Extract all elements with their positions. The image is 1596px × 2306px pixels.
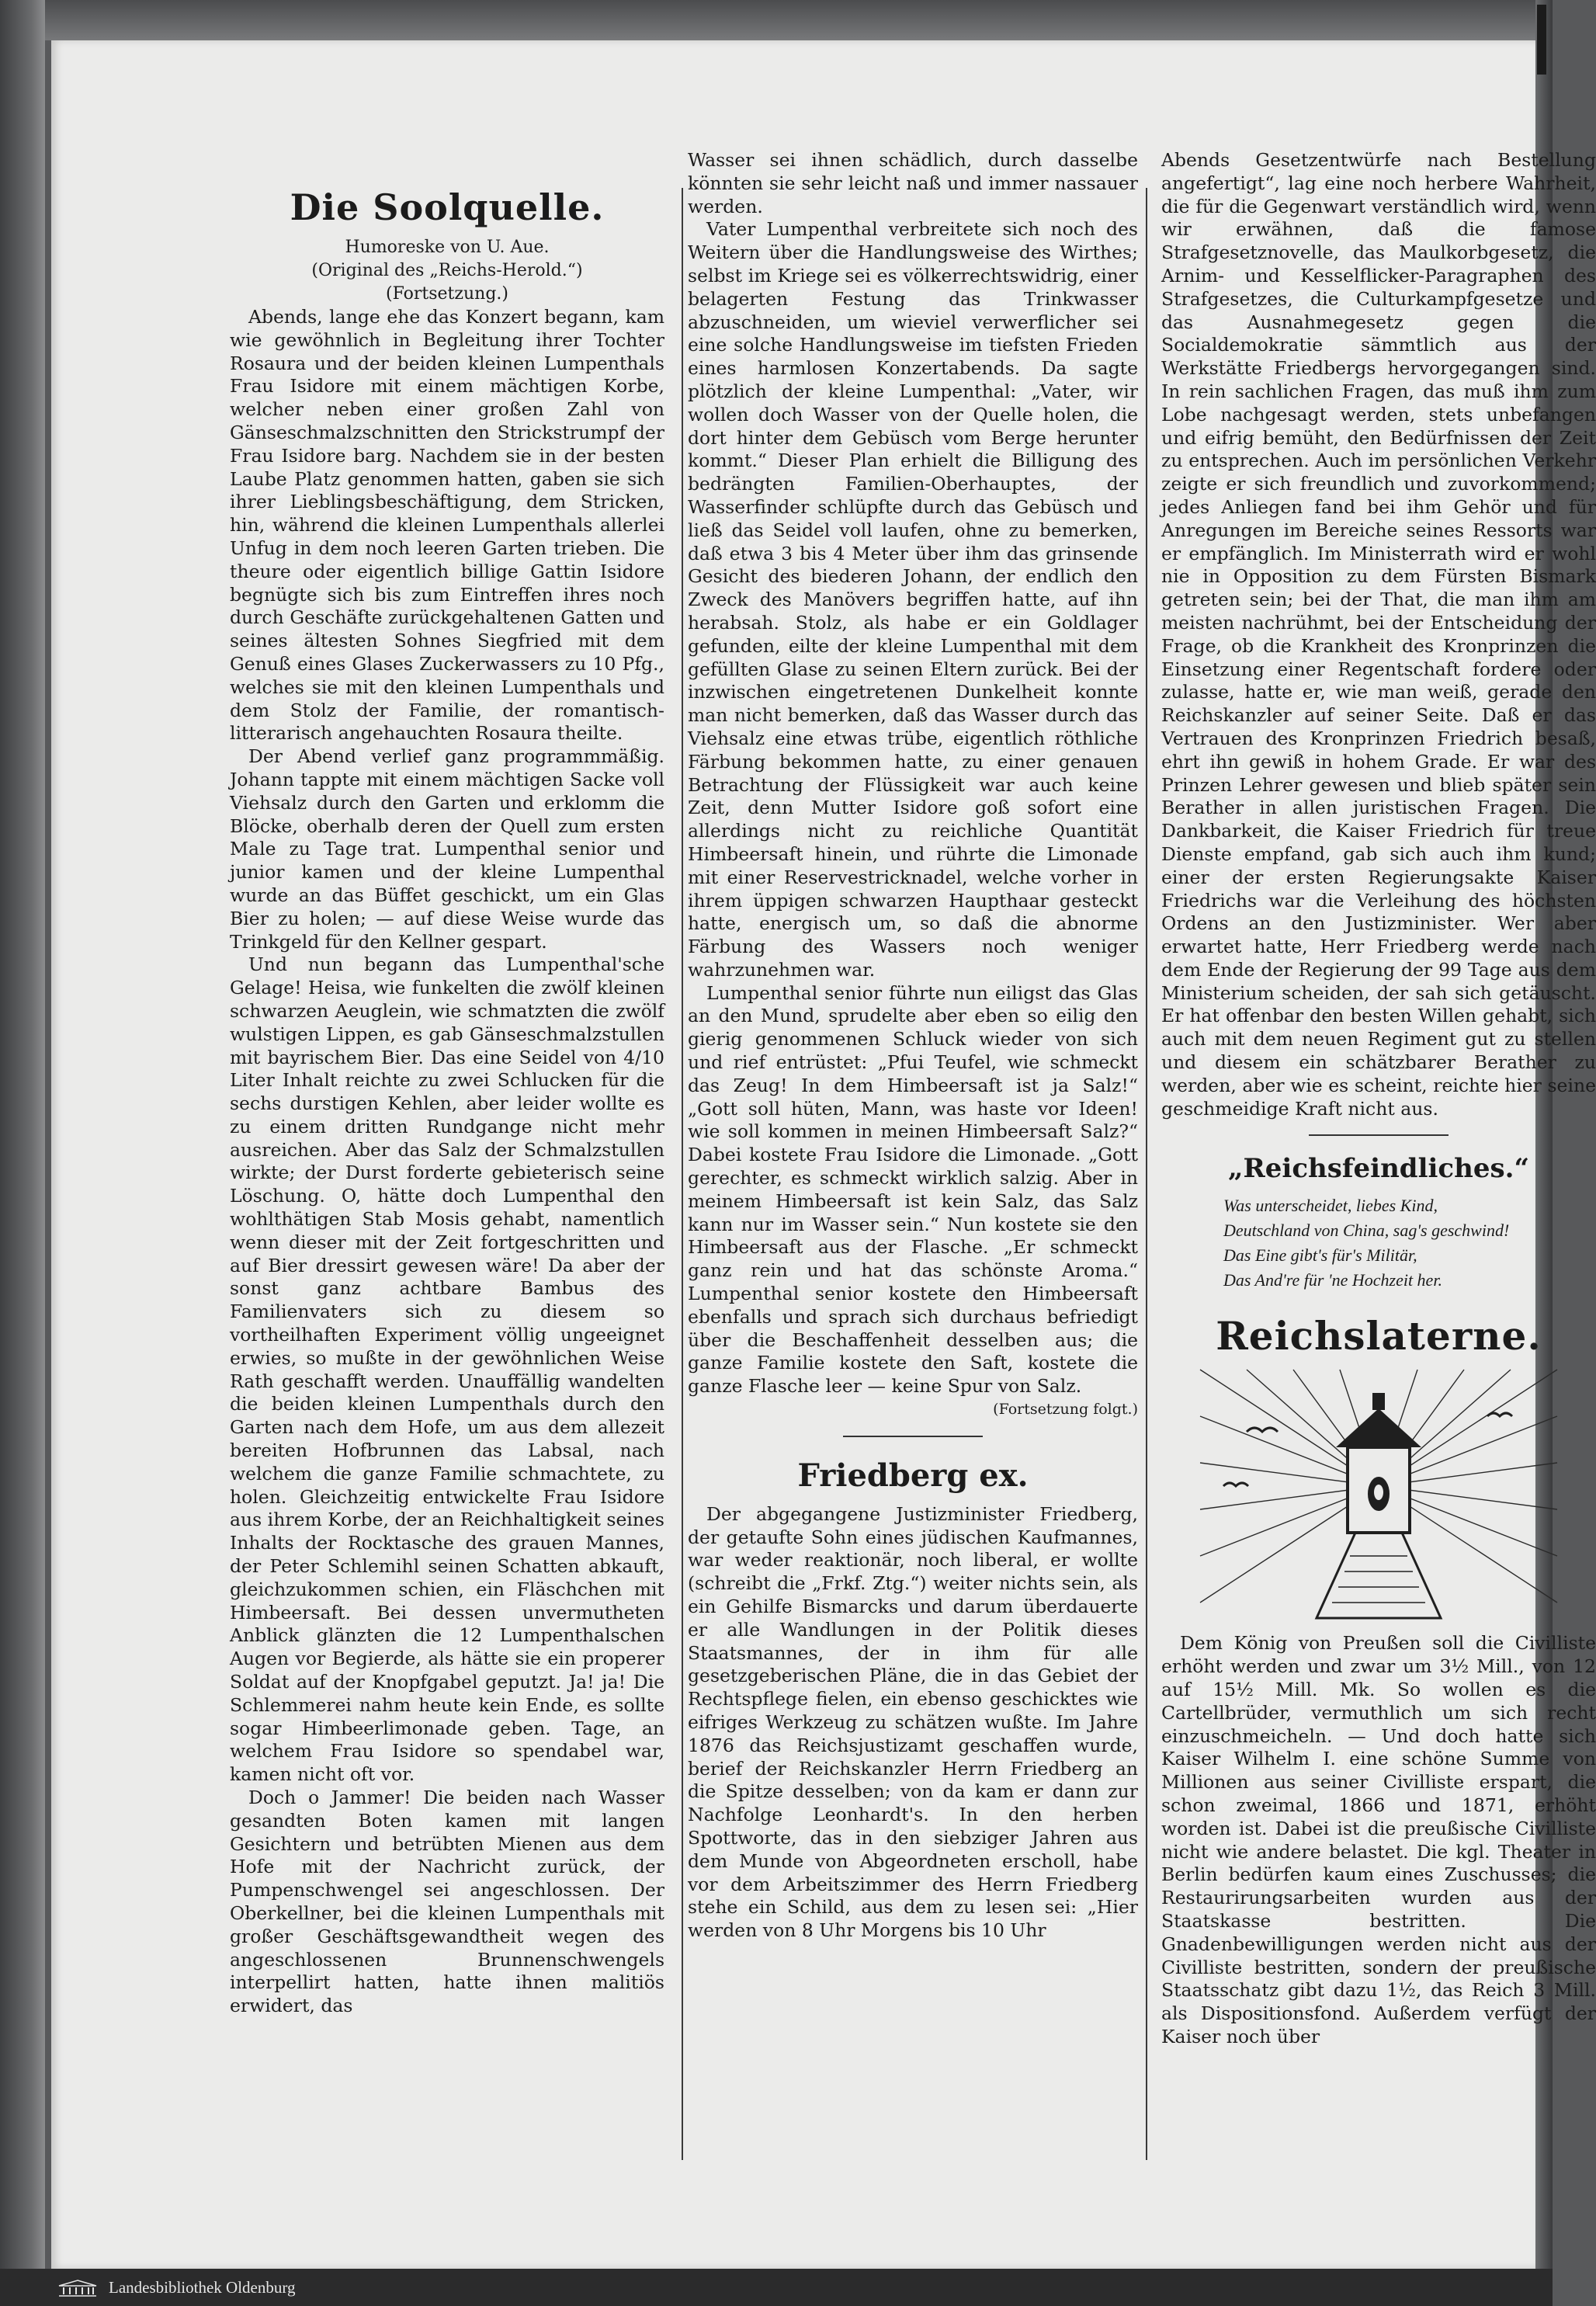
scan-border-top	[45, 0, 1553, 40]
paragraph: Der Abend verlief ganz programmmäßig. Johann tappte mit einem mächtigen Sacke voll Viehsalz durch den Garten und erklomm die Blöcke, oberhalb deren der Quell zum ersten Male zu Tage trat. Lumpenthal senior und junior kamen und der kleine Lumpenthal wurde an das Büffet geschickt, um ein Glas Bier zu holen; — auf diese Weise wurde das Trinkgeld für den Kellner gespart.	[230, 745, 664, 953]
poem-line: Das And're für 'ne Hochzeit her.	[1223, 1270, 1442, 1290]
library-building-icon	[57, 2280, 98, 2297]
column-rule-1	[682, 188, 683, 2160]
article-subtitle: Humoreske von U. Aue.	[345, 238, 550, 257]
paragraph: Doch o Jammer! Die beiden nach Wasser gesandten Boten kamen mit langen Gesichtern und betrübten Mienen aus dem Hofe mit der Nachricht zurück, der Pumpenschwengel sei angeschlossen. Der Oberkellner, bei die kleinen Lumpenthals mit großer Geschäftsgewandtheit wegen des angeschlossenen Brunnenschwengels interpellirt hatten, hatte ihnen malitiös erwidert, das	[230, 1787, 664, 2017]
continuation-note: (Fortsetzung folgt.)	[993, 1401, 1138, 1419]
paragraph: Und nun begann das Lumpenthal'sche Gelage! Heisa, wie funkelten die zwölf kleinen schwarzen Aeuglein, wie schmatzten die zwölf wulstigen Lippen, es gab Gänseschmalzstullen mit bayrischem Bier. Das eine Seidel von 4/10 Liter Inhalt reichte zu zwei Schlucken für die sechs durstigen Kehlen, aber leider wollte es zu einem dritten Rundgange nicht mehr ausreichen. Aber das Salz der Schmalzstullen wirkte; der Durst forderte gebieterisch seine Löschung. O, hätte doch Lumpenthal den wohlthätigen Stab Mosis gehabt, namentlich wenn dieser mit der Zeit fortgeschritten und auf Bier dressirt gewesen wäre! Da aber der sonst ganz achtbare Bambus des Familienvaters sich zu diesem so vortheilhaften Experiment völlig ungeeignet erwies, so mußte in der gewöhnlichen Weise Rath geschafft werden. Unauffällig wandelten die beiden kleinen Lumpenthals durch den Garten nach dem Hofe, um aus dem allezeit bereiten Hofbrunnen das Labsal, nach welchem die ganze Familie schmachtete, zu holen. Gleichzeitig entwickelte Frau Isidore aus ihrem Korbe, der an Reichhaltigkeit seines Inhalts der Rocktasche des grauen Mannes, der Peter Schlemihl seinen Schatten abkauft, gleichzukommen schien, ein Fläschchen mit Himbeersaft. Bei dessen unvermutheten Anblick glänzten die 12 Lumpenthalschen Augen vor Begierde, als hätte sie ein properer Soldat auf der Knopfgabel geputzt. Ja! ja! Die Schlemmerei nahm heute kein Ende, es sollte sogar Himbeerlimonade geben. Tage, an welchem Frau Isidore so spendabel war, kamen nicht oft vor.	[230, 953, 664, 1786]
paragraph: Lumpenthal senior führte nun eiligst das Glas an den Mund, sprudelte aber eben so eilig den gierig genommenen Schluck wieder von sich und rief entrüstet: „Pfui Teufel, wie schmeckt das Zeug! In dem Himbeersaft ist ja Salz!“ „Gott soll hüten, Mann, was haste vor Ideen! wie soll kommen in meinen Himbeersaft Salz?“ Dabei kostete Frau Isidore die Limonade. „Gott gerechter, es schmeckt wirklich salzig. Aber in meinem Himbeersaft ist kein Salz, das Salz kann nur im Wasser sein.“ Nun kostete sie den Himbeersaft aus der Flasche. „Er schmeckt ganz rein und hat das schönste Aroma.“ Lumpenthal senior kostete den Himbeersaft ebenfalls und sprach sich durchaus befriedigt über die Beschaffenheit desselben aus; die ganze Familie kostete den Saft, kostete die ganze Flasche leer — keine Spur von Salz.	[688, 981, 1138, 1398]
poem-line: Was unterscheidet, liebes Kind,	[1223, 1196, 1438, 1216]
newspaper-page	[51, 40, 1596, 2269]
column-3	[1161, 149, 1596, 2049]
library-name: Landesbibliothek Oldenburg	[109, 2278, 296, 2297]
paragraph: Abends, lange ehe das Konzert begann, kam wie gewöhnlich in Begleitung ihrer Tochter Rosaura und der beiden kleinen Lumpenthals Frau Isidore mit einem mächtigen Korbe, welcher neben einer großen Zahl von Gänseschmalzschnitten den Strickstrumpf der Frau Isidore barg. Nachdem sie in der besten Laube Platz genommen hatten, gaben sie sich ihrer Lieblingsbeschäftigung, dem Stricken, hin, während die kleinen Lumpenthals allerlei Unfug in dem noch leeren Garten trieben. Die theure oder eigentlich billige Gattin Isidore begnügte sich bis zum Eintreffen ihres noch durch Geschäfte zurückgehaltenen Gatten und seines ältesten Sohnes Siegfried mit dem Genuß eines Glases Zuckerwassers zu 10 Pfg., welches sie mit den kleinen Lumpenthals und dem Stolz der Familie, der romantisch-litterarisch angehauchten Rosaura theilte.	[230, 306, 664, 745]
column-2	[688, 149, 1138, 1943]
paragraph: Der abgegangene Justizminister Friedberg, der getaufte Sohn eines jüdischen Kaufmannes, war weder reaktionär, noch liberal, er wollte (schreibt die „Frkf. Ztg.“) weiter nichts sein, als ein Gehilfe Bismarcks und darum überdauerte er alle Wandlungen in der Politik dieses Staatsmannes, der in ihm für alle gesetzgeberischen Pläne, die in das Gebiet der Rechtspflege fielen, ein ebenso geschicktes wie eifriges Werkzeug zu schätzen wußte. Im Jahre 1876 das Reichsjustizamt geschaffen wurde, berief der Reichskanzler Herrn Friedberg an die Spitze desselben; von da kam er dann zur Nachfolge Leonhardt's. In den herben Spottworte, das in den siebziger Jahren aus dem Munde von Abgeordneten erscholl, habe vor dem Arbeitszimmer des Herrn Friedberg stehe ein Schild, aus dem zu lesen sei: „Hier werden von 8 Uhr Morgens bis 10 Uhr	[688, 1502, 1138, 1942]
poem-line: Das Eine gibt's für's Militär,	[1223, 1245, 1417, 1266]
paragraph: Vater Lumpenthal verbreitete sich noch des Weitern über die Handlungsweise des Wirthes; selbst im Kriege sei es völkerrechtswidrig, einer belagerten Festung das Trinkwasser abzuschneiden, um wieviel verwerflicher sei eine solche Handlungsweise im tiefsten Frieden eines harmlosen Konzertabends. Da sagte plötzlich der kleine Lumpenthal: „Vater, wir wollen doch Wasser von der Quelle holen, die dort hinter dem Gebüsch vom Berge herunter kommt.“ Dieser Plan erhielt die Billigung des bedrängten Familien-Oberhauptes, der Wasserfinder schlüpfte durch das Gebüsch und ließ das Seidel voll laufen, ohne zu bemerken, daß etwa 3 bis 4 Meter über ihm das grinsende Gesicht des biederen Johann, der endlich den Zweck des Manövers begriffen hatte, auf ihn herabsah. Stolz, als habe er ein Goldlager gefunden, eilte der kleine Lumpenthal mit dem gefüllten Glase zu seinen Eltern zurück. Bei der inzwischen eingetretenen Dunkelheit konnte man nicht bemerken, daß das Wasser durch das Viehsalz eine etwas trübe, eigentlich röthliche Färbung bekommen hatte, zu einer genauen Betrachtung der Flüssigkeit war auch keine Zeit, denn Mutter Isidore goß sofort eine allerdings nicht zu reichliche Quantität Himbeersaft hinein, und rührte die Limonade mit einer Reservestricknadel, welche vorher in ihrem üppigen schwarzen Haupthaar gesteckt hatte, energisch um, so daß die abnorme Färbung des Wassers noch weniger wahrzunehmen war.	[688, 218, 1138, 981]
article-source: (Original des „Reichs-Herold.“)	[311, 261, 583, 280]
paragraph: Wasser sei ihnen schädlich, durch dasselbe könnten sie sehr leicht naß und immer nassauer werden.	[688, 149, 1138, 217]
poem-title: „Reichsfeindliches.“	[1227, 1153, 1529, 1185]
article-continuation: (Fortsetzung.)	[386, 284, 508, 304]
column-rule-2	[1146, 188, 1147, 2160]
separator	[1309, 1134, 1449, 1136]
separator	[843, 1436, 983, 1437]
article-title-friedberg: Friedberg ex.	[797, 1457, 1029, 1494]
column-1	[230, 141, 664, 2018]
footer-bar	[0, 2269, 1553, 2306]
scan-border-left	[0, 0, 45, 2306]
paragraph: Dem König von Preußen soll die Civilliste erhöht werden und zwar um 3½ Mill., von 12 auf 15½ Mill. Mk. So wollen es die Cartellbrüder, vermuthlich um sich recht einzuschmeicheln. — Und doch hatte sich Kaiser Wilhelm I. eine schöne Summe von Millionen aus seiner Civilliste erspart, die schon zweimal, 1866 und 1871, erhöht worden ist. Dabei ist die preußische Civilliste nicht wie andere belastet. Die kgl. Theater in Berlin bedürfen kaum eines Zuschusses; die Restaurirungsarbeiten wurden aus der Staatskasse bestritten. Die Gnadenbewilligungen werden nicht aus der Civilliste bestritten, sondern der preußische Staatsschatz gibt dazu 1½, das Reich 3 Mill. als Dispositionsfond. Außerdem verfügt der Kaiser noch über	[1161, 1632, 1596, 2048]
corner-mark	[1537, 5, 1546, 75]
poem-line: Deutschland von China, sag's geschwind!	[1223, 1221, 1510, 1241]
article-title-soolquelle: Die Soolquelle.	[290, 186, 605, 228]
lantern-illustration	[1200, 1370, 1557, 1618]
paragraph: Abends Gesetzentwürfe nach Bestellung angefertigt“, lag eine noch herbere Wahrheit, die für die Gegenwart verständlich wird, wenn wir erwähnen, daß die famose Strafgesetznovelle, das Maulkorbgesetz, die Arnim- und Kesselflicker-Paragraphen des Strafgesetzes, die Culturkampfgesetze und das Ausnahmegesetz gegen die Socialdemokratie sämmtlich aus der Werkstätte Friedbergs hervorgegangen sind. In rein sachlichen Fragen, das muß ihm zum Lobe nachgesagt werden, stets unbefangen und eifrig bemüht, den Bedürfnissen der Zeit zu entsprechen. Auch im persönlichen Verkehr zeigte er sich freundlich und zuvorkommend; jedes Anliegen fand bei ihm Gehör und für Anregungen im Bereiche seines Ressorts war er empfänglich. Im Ministerrath wird er wohl nie in Opposition zu dem Fürsten Bismark getreten sein; bei der That, die man ihm am meisten nachrühmt, bei der Entscheidung der Frage, ob die Krankheit des Kronprinzen die Einsetzung einer Regentschaft fordere oder zulasse, hatte er, wie man weiß, gerade den Reichskanzler auf seiner Seite. Daß er das Vertrauen des Kronprinzen Friedrich besaß, ehrt ihn gewiß in hohem Grade. Er war des Prinzen Lehrer gewesen und blieb später sein Berather in allen juristischen Fragen. Die Dankbarkeit, die Kaiser Friedrich für treue Dienste empfand, gab sich auch ihm kund; einer der ersten Regierungsakte Kaiser Friedrichs war die Verleihung des höchsten Ordens an den Justizminister. Wer aber erwartet hatte, Herr Friedberg werde nach dem Ende der Regierung der 99 Tage aus dem Ministerium scheiden, der sah sich getäuscht. Er hat offenbar den besten Willen gehabt, sich auch mit dem neuen Regiment gut zu stellen und diesem ein schätzbarer Berather zu werden, aber wie es scheint, reichte hier seine geschmeidige Kraft nicht aus.	[1161, 149, 1596, 1120]
article-title-reichslaterne: Reichslaterne.	[1216, 1313, 1542, 1360]
